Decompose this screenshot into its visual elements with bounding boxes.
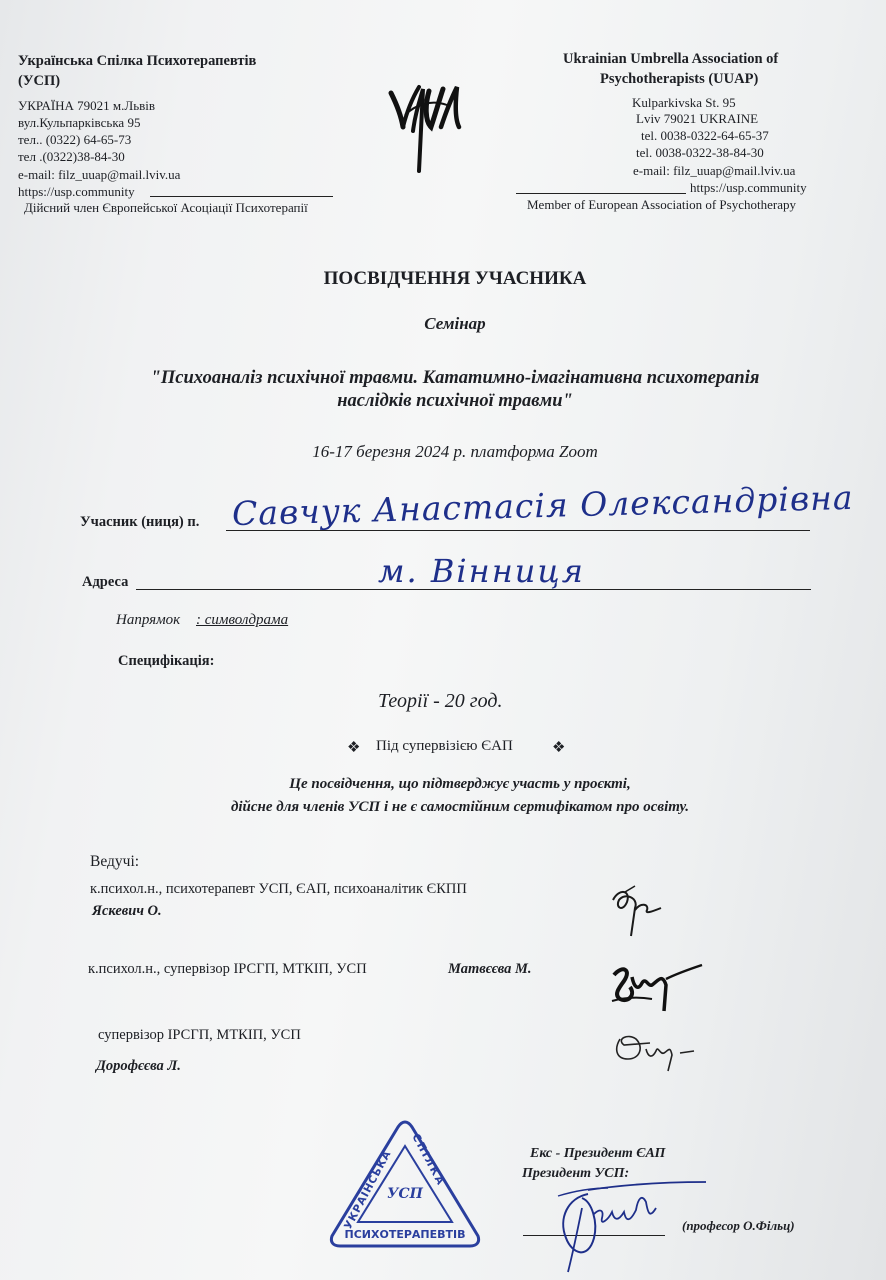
- usp-stamp: [328, 1118, 482, 1250]
- presenter1-role: к.психол.н., психотерапевт УСП, ЄАП, психоаналітик ЄКПП: [90, 881, 467, 897]
- org-name-ua: Українська Спілка Психотерапевтів: [18, 53, 257, 69]
- bullet-right-icon: ❖: [552, 740, 566, 756]
- address-en-line1: Kulparkivska St. 95: [632, 95, 736, 110]
- website-ua-underline: [150, 196, 333, 197]
- seminar-date-platform: 16-17 березня 2024 р. платформа Zoom: [312, 442, 598, 461]
- stamp-text-right: СПІЛКА: [409, 1131, 448, 1189]
- presenter1-name: Яскевич О.: [92, 903, 162, 919]
- seminar-title-line2: наслідків психічної травми": [337, 391, 573, 411]
- usp-logo-icon: [385, 75, 465, 175]
- membership-ua: Дійсний член Європейської Асоціації Психотерапії: [24, 200, 308, 215]
- org-abbr-ua: (УСП): [18, 73, 61, 89]
- document-title: ПОСВІДЧЕННЯ УЧАСНИКА: [323, 268, 587, 289]
- direction-label: Напрямок: [116, 612, 181, 628]
- theory-hours: Теорії - 20 год.: [378, 690, 503, 712]
- phone-en-2: tel. 0038-0322-38-84-30: [636, 145, 764, 160]
- seminar-title-line1: "Психоаналіз психічної травми. Кататимно-імагінативна психотерапія: [150, 368, 760, 388]
- signature-icon: [605, 880, 665, 940]
- signature-icon: [610, 1025, 700, 1075]
- membership-en: Member of European Association of Psychotherapy: [527, 197, 796, 212]
- presenter3-signature: [610, 1025, 700, 1080]
- address-ua-line2: вул.Кульпарківська 95: [18, 115, 141, 130]
- website-en: https://usp.community: [690, 180, 807, 195]
- presenter2-name: Матвєєва М.: [448, 961, 532, 977]
- stamp-text-bottom: ПСИХОТЕРАПЕВТІВ: [344, 1228, 466, 1241]
- phone-en-1: tel. 0038-0322-64-65-37: [641, 128, 769, 143]
- presenter1-signature: [605, 880, 665, 945]
- usp-logo: [385, 75, 465, 175]
- presenter3-role: супервізор ІРСГП, МТКІП, УСП: [98, 1027, 301, 1043]
- email-ua: e-mail: filz_uuap@mail.lviv.ua: [18, 167, 181, 182]
- stamp-text-left: УКРАЇНСЬКА: [342, 1148, 394, 1232]
- bullet-left-icon: ❖: [347, 740, 361, 756]
- ex-president-label: Екс - Президент ЄАП: [530, 1146, 666, 1161]
- direction-value: : символдрама: [196, 612, 289, 628]
- address-handwritten: м. Вінниця: [378, 552, 585, 590]
- note-line1: Це посвідчення, що підтверджує участь у проєкті,: [289, 776, 631, 792]
- participant-label: Учасник (ниця) п.: [80, 514, 200, 530]
- website-ua: https://usp.community: [18, 184, 135, 199]
- stamp-center-text: УСП: [387, 1186, 423, 1202]
- svg-text:УКРАЇНСЬКА: [342, 1148, 394, 1231]
- participant-name-handwritten: Савчук Анастасія Олександрівна: [231, 477, 855, 534]
- address-ua-line1: УКРАЇНА 79021 м.Львів: [18, 98, 156, 113]
- phone-ua-2: тел .(0322)38-84-30: [18, 149, 125, 164]
- signature-icon: [606, 955, 706, 1015]
- org-abbr-en: Psychotherapists (UUAP): [600, 71, 759, 87]
- presenter2-role: к.психол.н., супервізор ІРСГП, МТКІП, УСП: [88, 961, 367, 977]
- email-en: e-mail: filz_uuap@mail.lviv.ua: [633, 163, 796, 178]
- address-label: Адреса: [82, 574, 129, 590]
- supervision-text: Під супервізією ЄАП: [376, 738, 513, 754]
- presenter3-name: Дорофєєва Л.: [96, 1058, 181, 1074]
- presenter2-signature: [606, 955, 706, 1020]
- presenters-label: Ведучі:: [90, 853, 140, 870]
- stamp-triangle-icon: [328, 1118, 482, 1250]
- phone-ua-1: тел.. (0322) 64-65-73: [18, 132, 132, 147]
- org-name-en: Ukrainian Umbrella Association of: [563, 51, 779, 67]
- website-en-underline: [516, 193, 686, 194]
- note-line2: дійсне для членів УСП і не є самостійним сертифікатом про освіту.: [230, 799, 690, 815]
- document-subtitle: Семінар: [424, 314, 486, 333]
- svg-text:СПІЛКА: [409, 1132, 447, 1189]
- president-label: Президент УСП:: [522, 1166, 630, 1181]
- address-en-line2: Lviv 79021 UKRAINE: [636, 111, 759, 126]
- specification-label: Специфікація:: [118, 653, 215, 669]
- president-name: (професор О.Фільц): [682, 1218, 795, 1233]
